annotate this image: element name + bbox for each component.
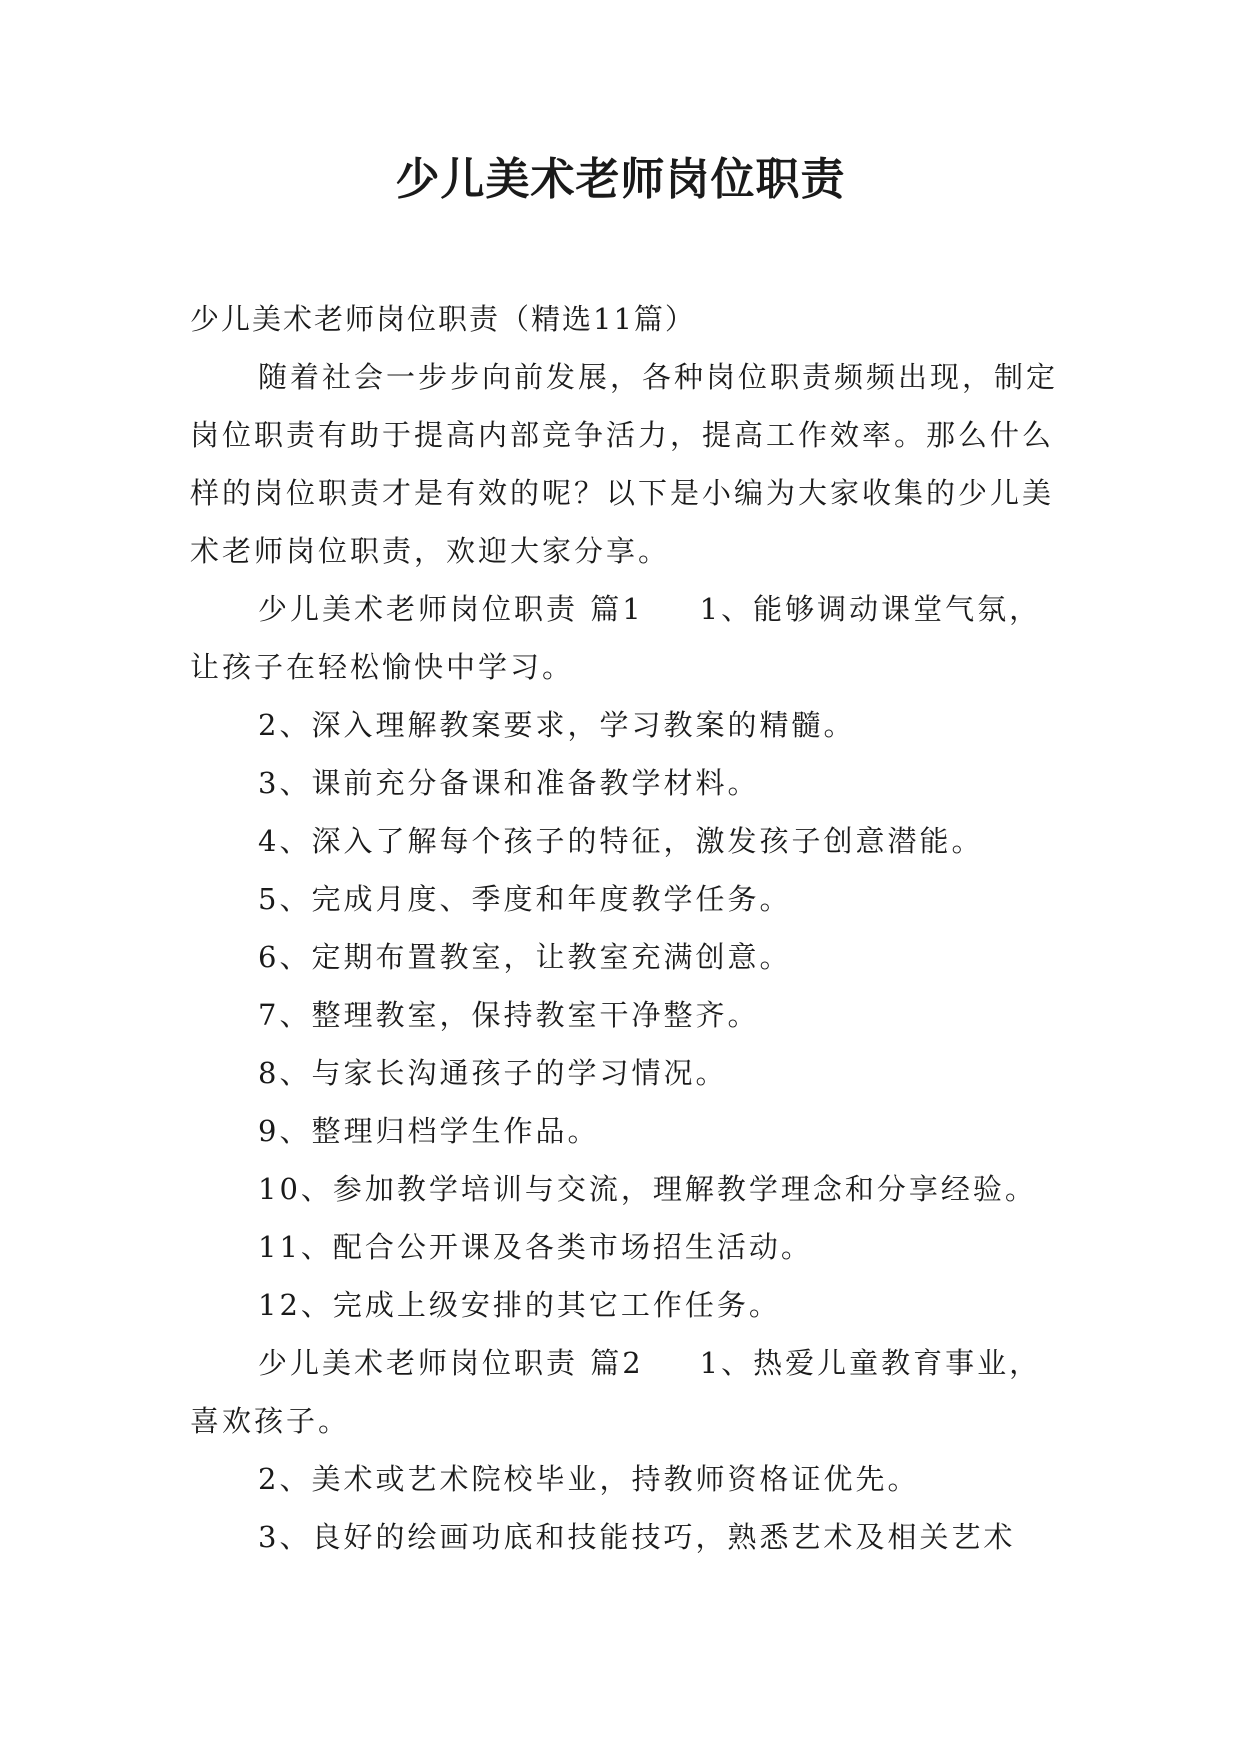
section-1-item-11: 11、配合公开课及各类市场招生活动。 (258, 1230, 813, 1264)
section-1-item-10: 10、参加教学培训与交流，理解教学理念和分享经验。 (258, 1172, 1037, 1206)
document-subtitle: 少儿美术老师岗位职责（精选11篇） (190, 302, 696, 336)
section-1-heading: 少儿美术老师岗位职责 篇1 (258, 592, 644, 626)
section-2-item-3: 3、良好的绘画功底和技能技巧，熟悉艺术及相关艺术 (258, 1520, 1016, 1554)
section-1-item-6: 6、定期布置教室，让教室充满创意。 (258, 940, 792, 974)
document-body (190, 290, 1070, 1566)
intro-paragraph: 随着社会一步步向前发展，各种岗位职责频频出现，制定岗位职责有助于提高内部竞争活力，提高工作效率。那么什么样的岗位职责才是有效的呢？以下是小编为大家收集的少儿美术老师岗位职责，欢迎大家分享。 (190, 360, 1059, 568)
section-1-item-12: 12、完成上级安排的其它工作任务。 (258, 1288, 781, 1322)
section-1-item-8: 8、与家长沟通孩子的学习情况。 (258, 1056, 728, 1090)
section-2-heading: 少儿美术老师岗位职责 篇2 (258, 1346, 644, 1380)
section-1-item-3: 3、课前充分备课和准备教学材料。 (258, 766, 760, 800)
section-1-item-1: 1、能够调动课堂气氛，让孩子在轻松愉快中学习。 (190, 592, 1042, 684)
section-1-item-5: 5、完成月度、季度和年度教学任务。 (258, 882, 792, 916)
section-1-first-paragraph (190, 580, 1070, 696)
section-1-item-4: 4、深入了解每个孩子的特征，激发孩子创意潜能。 (258, 824, 984, 858)
section-2-item-1: 1、热爱儿童教育事业，喜欢孩子。 (190, 1346, 1042, 1438)
section-1-item-7: 7、整理教室，保持教室干净整齐。 (258, 998, 760, 1032)
section-1-item-9: 9、整理归档学生作品。 (258, 1114, 600, 1148)
section-2-item-2: 2、美术或艺术院校毕业，持教师资格证优先。 (258, 1462, 920, 1496)
document-title: 少儿美术老师岗位职责 (395, 154, 846, 205)
section-2-first-paragraph (190, 1334, 1070, 1450)
section-1-item-2: 2、深入理解教案要求，学习教案的精髓。 (258, 708, 856, 742)
